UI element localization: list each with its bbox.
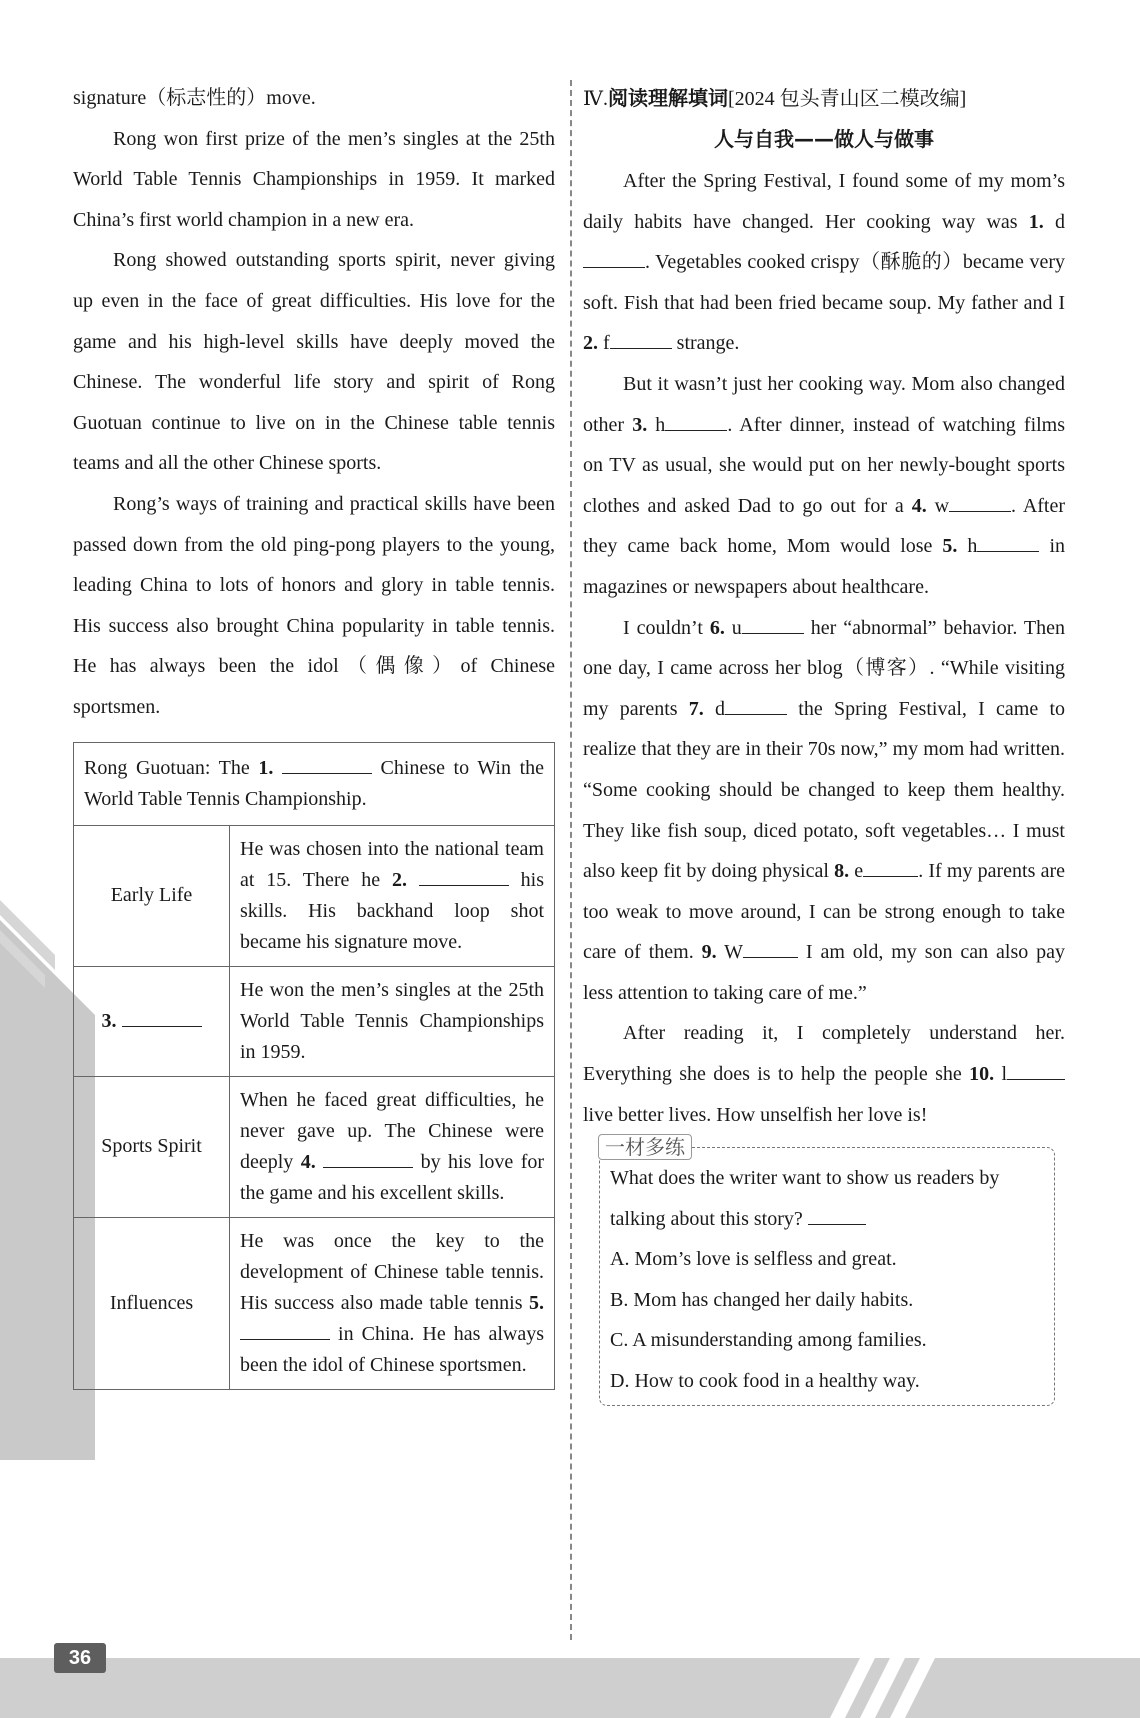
row-label-sports-spirit: Sports Spirit [74, 1076, 230, 1217]
blank-number-1: 1. [258, 756, 274, 779]
blank-first-letter: h [957, 535, 978, 558]
answer-blank-1[interactable] [282, 753, 372, 774]
blank-number: 3. [632, 413, 648, 436]
passage-text: I am old, my son can also pay less attention to taking care of me.” [583, 941, 1065, 1004]
blank-number: 4. [911, 494, 927, 517]
passage-text: After the Spring Festival, I found some of my mom’s daily habits have changed. Her cooking way was [583, 170, 1065, 233]
table-header-row [74, 742, 555, 825]
table-row [74, 1217, 555, 1389]
table-row [74, 1076, 555, 1217]
blank-number: 9. [701, 941, 717, 964]
blank-number: 1. [1028, 210, 1044, 233]
passage-text: the Spring Festival, I came to realize that they are in their 70s now,” my mom had written. “Some cooking should be changed to keep them healthy. They like fish soup, diced potato, soft vegetables… I must also keep fit by doing physical [583, 697, 1066, 883]
answer-blank[interactable] [665, 410, 727, 431]
blank-first-letter: h [647, 413, 666, 436]
practice-question: What does the writer want to show us readers by talking about this story? [610, 1167, 1000, 1230]
answer-blank[interactable] [1007, 1059, 1065, 1080]
blank-first-letter: e [849, 860, 864, 883]
blank-first-letter: d [1043, 210, 1065, 233]
blank-first-letter: u [724, 616, 742, 639]
section-name: 阅读理解填词 [607, 86, 728, 110]
blank-number: 10. [969, 1063, 995, 1086]
option-c[interactable]: C. A misunderstanding among families. [610, 1329, 927, 1352]
blank-number-5: 5. [529, 1291, 544, 1314]
answer-blank[interactable] [583, 247, 645, 268]
left-paragraph-3: Rong showed outstanding sports spirit, never giving up even in the face of great difficulties. His love for the game and his high-level skills have deeply moved the Chinese. The wonderful life story and spirit of Rong Guotuan continue to live on in the Chinese table tennis teams and all the other Chinese sports. [73, 249, 555, 475]
practice-tag: 一材多练 [598, 1134, 692, 1160]
passage-paragraph [583, 608, 1065, 1014]
left-column [73, 78, 555, 1390]
row-text-early-life: He was chosen into the national team at 15. There he 2. his skills. His backhand loop shot became his signature move. [230, 825, 555, 966]
passage-text: live better lives. How unselfish her love is! [583, 1103, 928, 1126]
answer-blank[interactable] [725, 694, 787, 715]
answer-blank-4[interactable] [323, 1147, 413, 1168]
blank-number-3: 3. [101, 1009, 117, 1032]
row-label-early-life: Early Life [74, 825, 230, 966]
answer-blank[interactable] [863, 856, 918, 877]
section-title: 人与自我——做人与做事 [714, 127, 934, 151]
blank-first-letter: f [598, 332, 610, 355]
section-heading [583, 78, 1065, 119]
blank-first-letter: W [716, 941, 744, 964]
passage-text: . After they came back home, Mom would lose [583, 494, 1066, 558]
answer-blank[interactable] [977, 531, 1039, 552]
passage-text: . Vegetables cooked crispy（酥脆的）became very soft. Fish that had been fried became soup. My father and I [583, 251, 1065, 314]
blank-number-4: 4. [300, 1150, 316, 1173]
blank-number: 7. [688, 697, 704, 720]
table-header-cell: Rong Guotuan: The 1. Chinese to Win the World Table Tennis Championship. [74, 742, 555, 825]
left-paragraph-2: Rong won first prize of the men’s singles at the 25th World Table Tennis Championships in 1959. It marked China’s first world champion in a new era. [73, 127, 555, 231]
blank-number: 2. [583, 332, 598, 355]
option-b[interactable]: B. Mom has changed her daily habits. [610, 1288, 914, 1311]
blank-first-letter: w [926, 494, 950, 517]
table-row [74, 825, 555, 966]
answer-blank[interactable] [743, 937, 798, 958]
passage-text: in magazines or newspapers about healthcare. [583, 535, 1066, 598]
practice-answer-blank[interactable] [808, 1204, 866, 1225]
option-d[interactable]: D. How to cook food in a healthy way. [610, 1369, 920, 1392]
passage-paragraph [583, 1013, 1065, 1135]
passage-text: strange. [671, 332, 740, 355]
section-source: [2024 包头青山区二模改编] [727, 88, 967, 110]
row-label-influences: Influences [74, 1217, 230, 1389]
left-paragraph-4: Rong’s ways of training and practical skills have been passed down from the old ping-pong players to the young, leading China to lots of honors and glory in table tennis. His success also brought China popularity in table tennis. He has always been the idol（偶像）of Chinese sportsmen. [73, 492, 555, 718]
answer-blank[interactable] [949, 491, 1011, 512]
passage-paragraph [583, 364, 1065, 608]
passage-text: After reading it, I completely understand her. Everything she does is to help the people she [583, 1022, 1065, 1086]
reading-passage [583, 161, 1065, 1135]
passage-text: . If my parents are too weak to move around, I can be strong enough to take care of them. [583, 860, 1065, 964]
row-text-influences: He was once the key to the development of Chinese table tennis. His success also made table tennis 5. in China. He has always been the idol of Chinese sportsmen. [230, 1217, 555, 1389]
blank-first-letter: d [703, 697, 726, 720]
practice-box [599, 1135, 1055, 1406]
left-paragraph-1: signature（标志性的）move. [73, 87, 316, 109]
answer-blank-3[interactable] [122, 1006, 202, 1027]
blank-number: 6. [709, 616, 725, 639]
passage-text: . After dinner, instead of watching films on TV as usual, she would put on her newly-bought sports clothes and asked Dad to go out for a [583, 413, 1066, 517]
blank-number: 5. [942, 535, 958, 558]
blank-first-letter: l [994, 1063, 1008, 1086]
summary-table [73, 742, 555, 1390]
section-number: Ⅳ. [583, 88, 608, 110]
answer-blank[interactable] [742, 613, 804, 634]
passage-text: her “abnormal” behavior. Then one day, I came across her blog（博客）. “While visiting my parents [583, 616, 1066, 720]
row-text-sports-spirit: When he faced great difficulties, he never gave up. The Chinese were deeply 4. by his love for the game and his excellent skills. [230, 1076, 555, 1217]
passage-text: But it wasn’t just her cooking way. Mom also changed other [583, 372, 1065, 436]
blank-number-2: 2. [391, 868, 407, 891]
answer-blank-2[interactable] [419, 865, 509, 886]
answer-blank-5[interactable] [240, 1319, 330, 1340]
passage-paragraph [583, 161, 1065, 364]
row-label-blank-3 [74, 966, 230, 1076]
bottom-stripe-decoration [0, 1658, 1140, 1718]
row-text-championship: He won the men’s singles at the 25th World Table Tennis Championships in 1959. [230, 966, 555, 1076]
column-divider [570, 80, 572, 1640]
option-a[interactable]: A. Mom’s love is selfless and great. [610, 1248, 897, 1271]
passage-text: I couldn’t [623, 616, 710, 639]
right-column [583, 78, 1065, 1406]
answer-blank[interactable] [610, 328, 672, 349]
page-number: 36 [54, 1643, 106, 1673]
blank-number: 8. [834, 860, 850, 883]
table-row [74, 966, 555, 1076]
